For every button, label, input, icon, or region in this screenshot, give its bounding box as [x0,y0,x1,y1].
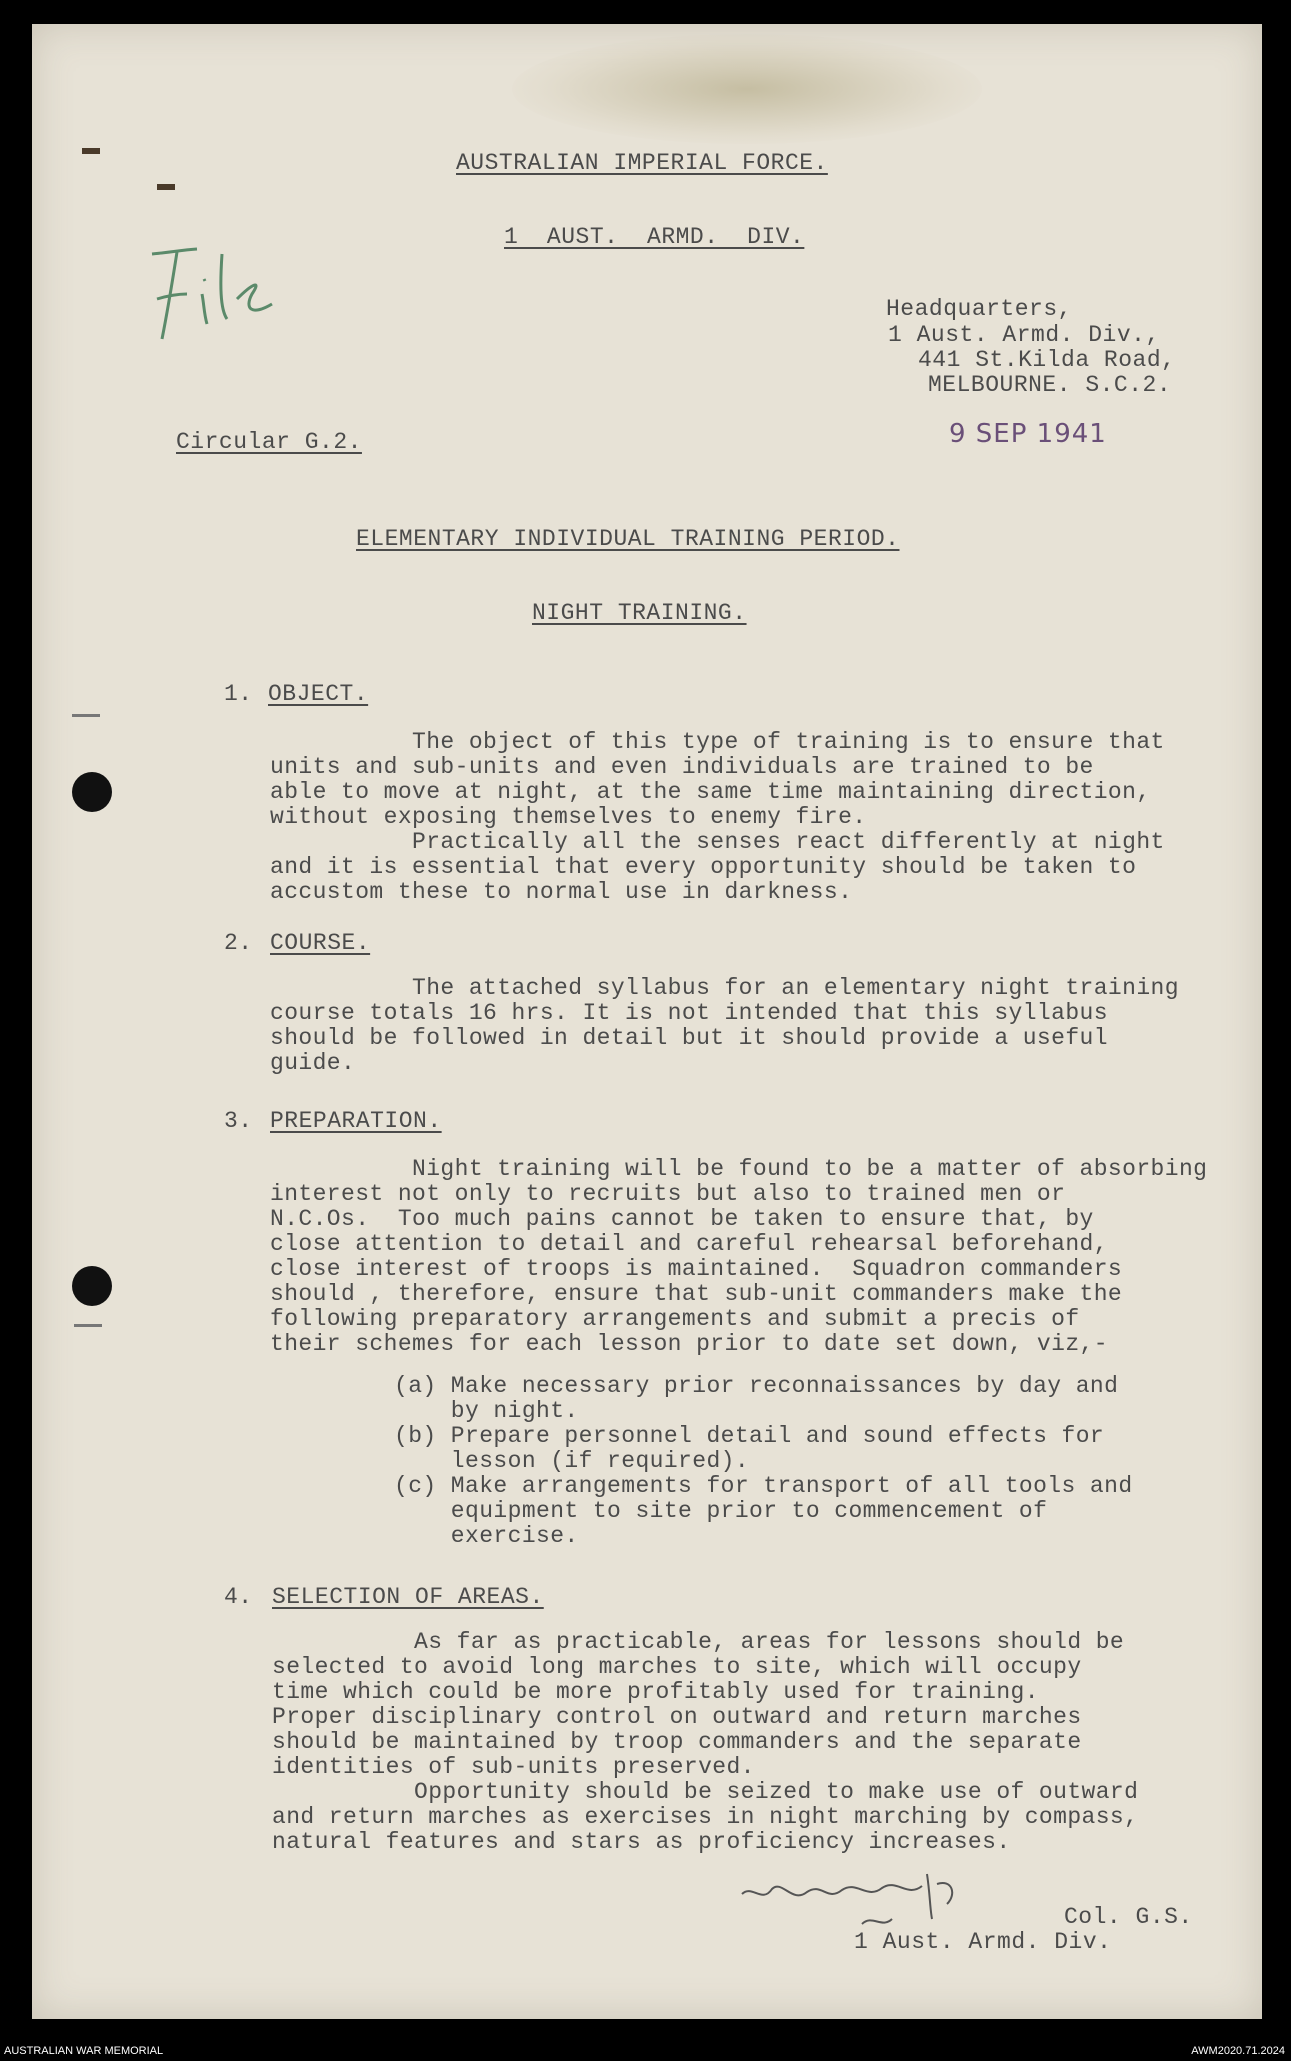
force-heading: AUSTRALIAN IMPERIAL FORCE. [456,150,828,176]
section-heading: PREPARATION. [270,1108,442,1134]
document-page [32,24,1262,2019]
section-paragraph: The attached syllabus for an elementary night training course totals 16 hrs. It is not intended that this syllabus should be followed in detail but it should provide a useful guide. [270,975,1179,1076]
address-line: Headquarters, [886,296,1072,322]
list-item: (a) Make necessary prior reconnaissances by day and by night. [394,1373,1119,1424]
address-line: 441 St.Kilda Road, [918,347,1176,373]
section-number: 4. [224,1584,253,1610]
sub-title: NIGHT TRAINING. [532,600,747,626]
date-stamp: 9 SEP 1941 [949,419,1107,449]
circular-number: Circular G.2. [176,429,362,455]
water-stain [512,34,982,144]
signature-unit: 1 Aust. Armd. Div. [854,1929,1112,1955]
main-title: ELEMENTARY INDIVIDUAL TRAINING PERIOD. [356,526,900,552]
section-paragraph: Night training will be found to be a matter of absorbing interest not only to recruits but also to trained men or N.C.Os. Too much pains cannot be taken to ensure that, by close attention to detail and careful rehearsal beforehand, close interest of troops is maintained. Squadron commanders should , therefore, ensure that sub-unit commanders make the following preparatory arrangements and submit a precis of their schemes for each lesson prior to date set down, viz,- [270,1156,1208,1357]
pin-mark [74,1324,102,1327]
section-paragraph: Practically all the senses react differently at night and it is essential that every opportunity should be taken to accustom these to normal use in darkness. [270,829,1165,905]
section-number: 2. [224,930,253,956]
section-heading: OBJECT. [268,681,369,707]
section-number: 1. [224,681,253,707]
signature-title: Col. G.S. [1064,1904,1193,1930]
archive-credit: AUSTRALIAN WAR MEMORIAL [4,2045,164,2057]
division-heading: 1 AUST. ARMD. DIV. [504,224,805,250]
section-paragraph: The object of this type of training is to ensure that units and sub-units and even individuals are trained to be able to move at night, at the same time maintaining direction, without exposing themselves to enemy fire. [270,729,1165,830]
pin-mark [72,714,100,717]
section-heading: COURSE. [270,930,371,956]
pin-mark [82,148,100,154]
handwritten-file-note [112,224,302,354]
list-item: (b) Prepare personnel detail and sound effects for lesson (if required). [394,1423,1105,1474]
section-paragraph: As far as practicable, areas for lessons should be selected to avoid long marches to site, which will occupy time which could be more profitably used for training. Proper disciplinary control on outward and return marches should be maintained by troop commanders and the separate identities of sub-units preserved. [272,1629,1125,1780]
section-paragraph: Opportunity should be seized to make use of outward and return marches as exercises in night marching by compass, natural features and stars as proficiency increases. [272,1779,1139,1855]
section-heading: SELECTION OF AREAS. [272,1584,544,1610]
binder-hole [72,1266,112,1306]
binder-hole [72,772,112,812]
archive-reference: AWM2020.71.2024 [1191,2045,1285,2057]
address-line: MELBOURNE. S.C.2. [928,372,1172,398]
pin-mark [157,184,175,190]
address-line: 1 Aust. Armd. Div., [888,322,1160,348]
section-number: 3. [224,1108,253,1134]
list-item: (c) Make arrangements for transport of all tools and equipment to site prior to commencement of exercise. [394,1473,1133,1549]
